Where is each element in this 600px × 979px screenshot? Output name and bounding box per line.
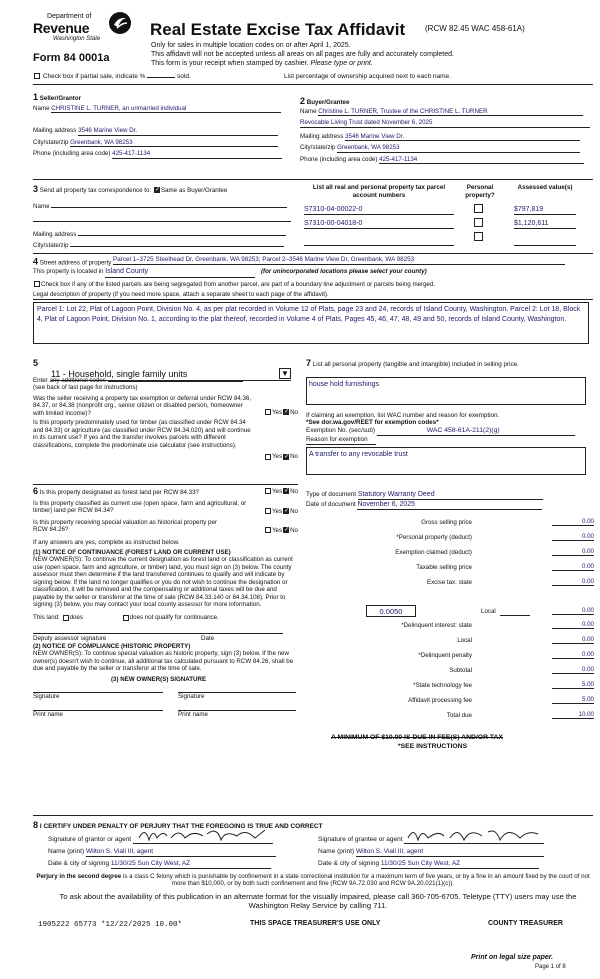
buyer-mail-field[interactable]: 3546 Marine View Dr.: [345, 133, 580, 141]
buyer-phone-field[interactable]: 425-417-1134: [379, 156, 584, 164]
assessed-value-field[interactable]: $797,819: [514, 206, 576, 215]
perjury-note: [33, 873, 593, 888]
assessed-col-header: Assessed value(s): [517, 184, 573, 191]
grantor-date-row: [48, 860, 271, 869]
page-number: Page 1 of 8: [535, 964, 566, 970]
personal-property-field[interactable]: house hold furnishings: [306, 377, 586, 405]
buyer-section: [300, 96, 593, 164]
no-label: No: [290, 453, 298, 461]
segregated-checkbox[interactable]: [34, 281, 40, 287]
section-number: 4: [33, 256, 39, 267]
same-as-buyer-checkbox[interactable]: [154, 187, 160, 193]
partial-sale-row: [33, 73, 191, 81]
yes-no-group: [264, 488, 298, 495]
buyer-city-label: City/state/zip: [300, 144, 336, 152]
seller-phone-label: Phone (including area code): [33, 150, 111, 158]
no-checkbox[interactable]: [283, 409, 289, 415]
same-as-buyer-label: Same as Buyer/Grantee: [160, 187, 228, 194]
historic-question: Is this property receiving special valuation as historical property per RCW 84.26?: [33, 518, 217, 534]
no-label: No: [290, 507, 298, 515]
assessed-value-field[interactable]: $1,120,611: [514, 220, 576, 229]
calc-amount[interactable]: 0.00: [552, 518, 594, 526]
revenue-logo-icon: [108, 11, 132, 35]
corr-mail-field[interactable]: [78, 235, 286, 236]
this-land-label: This land:: [33, 614, 60, 622]
seller-name-field[interactable]: CHRISTINE L. TURNER, an unmarried individual: [51, 105, 281, 113]
receipt-stamp: 1905222 65773 *12/22/2025 10.00*: [38, 921, 183, 929]
grantor-signature-label: Signature of grantor or agent: [48, 836, 132, 844]
grantor-signature-image: [133, 824, 273, 846]
forest-question: Is this property designated as forest land per RCW 84.33?: [39, 489, 199, 496]
grantee-signature-row: [318, 834, 544, 844]
compliance-heading: (2) NOTICE OF COMPLIANCE (HISTORIC PROPERTY): [33, 642, 191, 650]
calc-amount[interactable]: 5.00: [552, 696, 594, 704]
certify-statement: I CERTIFY UNDER PENALTY OF PERJURY THAT THE FOREGOING IS TRUE AND CORRECT: [39, 823, 323, 830]
partial-sale-label: Check box if partial sale, indicate %: [42, 73, 146, 80]
local-rate-field[interactable]: [500, 615, 530, 616]
section-number: 2: [300, 96, 306, 106]
grantor-name-label: Name (print): [48, 848, 85, 855]
seller-heading: Seller/Grantor: [39, 95, 82, 102]
correspondence-section: [33, 184, 295, 250]
perjury-heading: Perjury in the second degree: [36, 873, 122, 880]
corr-city-label: City/state/zip: [33, 242, 69, 250]
seller-city-label: City/state/zip: [33, 138, 69, 146]
street-label: Street address of property: [39, 259, 112, 267]
grantee-signature-image: [404, 824, 544, 846]
section-number: 7: [306, 358, 312, 368]
calc-amount[interactable]: 0.00: [552, 578, 594, 586]
parcel-number-field[interactable]: [304, 238, 454, 246]
deputy-date-label: Date: [201, 634, 215, 642]
grantor-date-field[interactable]: 11/30/25 Sun City West, AZ: [111, 860, 271, 869]
sec5-body: [33, 377, 298, 461]
county-note: (for unincorporated locations please select your county): [260, 268, 427, 276]
corr-city-field[interactable]: [70, 246, 284, 247]
yes-checkbox[interactable]: [265, 454, 271, 460]
calc-label: Excise tax: state: [426, 579, 472, 586]
buyer-city-field[interactable]: Greenbank, WA 98253: [337, 144, 580, 152]
calc-label: Local: [457, 637, 472, 644]
calc-amount[interactable]: 0.00: [552, 533, 594, 541]
divider: [33, 253, 593, 254]
if-yes-note: If any answers are yes, complete as instructed below.: [33, 538, 180, 546]
yes-no-group: [264, 409, 298, 416]
continuance-text: NEW OWNER(S): To continue the current designation as forest land or classification as current use (open space, farm and agriculture, or timber) land, you must sign on (3) below. The county assessor must then determine if the land transferred continues to qualify and will indicate by signing below. If the land no longer qualifies or you do not wish to continue the designation or classification, it will be removed and the compensating or additional taxes will be due and payable by the seller or transferor at the time of sale (RCW 84.33.140 or 84.34.108). Prior to signing (3) below, you may contact your local county assessor for more information.: [33, 556, 293, 609]
yes-label: Yes: [271, 488, 283, 495]
sec6-body: [33, 486, 298, 719]
buyer-heading: Buyer/Grantee: [306, 99, 350, 106]
yes-label: Yes: [271, 526, 283, 534]
alt-format-note: To ask about the availability of this publication in an alternate format for the visually impaired, please call 360-705-6705. Teletype (TTY) users may use the Washington Relay Service by calling 711.: [59, 892, 577, 911]
chevron-down-icon[interactable]: ▼: [279, 368, 291, 379]
yes-checkbox[interactable]: [265, 409, 271, 415]
calc-label: *Delinquent interest: state: [401, 622, 472, 629]
divider: [33, 815, 593, 816]
partial-percent-input[interactable]: [147, 77, 175, 78]
exemption-no-field[interactable]: WAC 458-61A-211(2)(g): [377, 427, 575, 436]
does-label: does: [69, 614, 83, 622]
local-label: Local: [481, 608, 496, 615]
reason-label: Reason for exemption: [306, 436, 376, 445]
minimum-note: A MINIMUM OF $10.00 IS DUE IN FEE(S) AND/OR TAX: [331, 734, 503, 741]
deputy-signature-label: Deputy assessor signature: [33, 634, 107, 642]
county-treasurer-label: COUNTY TREASURER: [488, 920, 563, 927]
located-label: This property is located in: [33, 268, 104, 276]
print-name-label: Print name: [33, 711, 63, 719]
divider: [33, 179, 593, 180]
section-number: 8: [33, 820, 39, 830]
grantor-signature-row: [48, 834, 273, 844]
divider: [33, 84, 593, 85]
seller-section: [33, 92, 293, 159]
grantee-signature-field[interactable]: [404, 834, 544, 844]
seller-mail-field[interactable]: 3546 Marine View Dr.: [78, 127, 278, 135]
grantee-name-row: [318, 848, 544, 857]
signature-label: Signature: [33, 693, 60, 701]
buyer-name-field[interactable]: Christine L. TURNER, Trustee of the CHRISTINE L. TURNER: [318, 108, 583, 116]
street-address-field[interactable]: Parcel 1–3725 Steelhead Dr, Greenbank, WA 98253; Parcel 2–3546 Marine View Dr, Greenbank, WA 98253: [113, 256, 565, 265]
perjury-text: is a class C felony which is punishable by confinement in a state correctional institution for a maximum term of five years, or by a fine in an amount fixed by the court of not more than $10,000, or by both such confinement and fine (RCW 9A.72.030 and RCW 9A.20.021(1)(c)).: [122, 873, 590, 888]
no-label: No: [290, 488, 298, 495]
timber-question: Is this property predominately used for timber (as classified under RCW 84.34 and 84.33) or agriculture (as classified under RCW 84.34.020) and will continue in its current use? If yes and the transfer involves parcels with different classifications, complete the predominate use calculator (see instructions).: [33, 419, 251, 449]
new-owner-heading: (3) NEW OWNER(S) SIGNATURE: [111, 675, 207, 683]
grantor-date-label: Date & city of signing: [48, 860, 110, 867]
yes-checkbox[interactable]: [265, 527, 271, 533]
revenue-wordmark: Revenue: [33, 20, 90, 36]
form-title: Real Estate Excise Tax Affidavit: [150, 20, 406, 39]
additional-codes-field[interactable]: [108, 381, 243, 382]
yes-checkbox[interactable]: [265, 508, 271, 514]
grantee-date-label: Date & city of signing: [318, 860, 380, 867]
personal-property-checkbox[interactable]: [474, 204, 483, 213]
owner-signature-line[interactable]: [33, 692, 163, 700]
calc-label: Exemption claimed (deduct): [395, 549, 472, 556]
calc-label: *Personal property (deduct): [396, 534, 472, 541]
seller-name-label: Name: [33, 104, 50, 112]
dor-logo: [33, 13, 129, 43]
corr-mail-label: Mailing address: [33, 230, 77, 238]
calc-amount[interactable]: 0.00: [552, 548, 594, 556]
does-not-checkbox[interactable]: [123, 615, 129, 621]
parcel-number-field[interactable]: S7310-00-04018-0: [304, 220, 454, 229]
print-name-label: Print name: [178, 711, 208, 719]
calc-amount[interactable]: 5.00: [552, 681, 594, 689]
legal-description-field[interactable]: Parcel 1: Lot 22, Plat of Lagoon Point, Division No. 4, as per plat recorded in Volume 12 of Plats, page 23 and 24, records of Island County, Washington. Parcel 2: Lot 18, Block 4, Plat of Lagoon Point, Division No. 1, according to the plat thereof, recorded in Volume 4 of Plats, Pages 45, 46, 47, 48, 49 and 50, records of Island County, Washington.: [33, 302, 589, 344]
seller-phone-field[interactable]: 425-417-1134: [112, 150, 282, 158]
seller-city-field[interactable]: Greenbank, WA 98253: [70, 139, 278, 147]
header-line-3: [151, 60, 373, 68]
doc-type-label: Type of document: [306, 490, 357, 498]
exemption-text: If claiming an exemption, list WAC number and reason for exemption.: [306, 411, 500, 419]
county-select[interactable]: Island County: [105, 268, 255, 277]
state-label: Washington State: [53, 36, 101, 42]
personal-property-label: List all personal property (tangible and intangible) included in selling price.: [312, 361, 519, 368]
see-back-note: (see back of last page for instructions): [33, 384, 138, 392]
owner-print-line[interactable]: [33, 710, 163, 718]
reason-field[interactable]: A transfer to any revocable trust: [306, 447, 586, 475]
calc-amount[interactable]: 0.00: [552, 563, 594, 571]
additional-codes-label: Enter any additional codes: [33, 377, 106, 384]
corr-name-label: Name: [33, 202, 50, 210]
dept-label: Department of: [47, 13, 92, 20]
yes-checkbox[interactable]: [265, 488, 271, 494]
no-checkbox[interactable]: [283, 454, 289, 460]
parcel-col-header: List all real and personal property tax parcel account numbers: [312, 184, 446, 199]
no-label: No: [290, 408, 298, 416]
grantor-name-field[interactable]: Wilton S. Viall III, agent: [86, 848, 276, 857]
calc-amount[interactable]: 10.00: [552, 711, 594, 719]
continuance-heading: (1) NOTICE OF CONTINUANCE (FOREST LAND OR CURRENT USE): [33, 548, 231, 556]
personal-col-header: Personal property?: [465, 184, 495, 199]
buyer-phone-label: Phone (including area code): [300, 155, 378, 163]
doc-date-field[interactable]: November 6, 2025: [357, 501, 542, 510]
personal-property-checkbox[interactable]: [474, 232, 483, 241]
treasurer-use-label: THIS SPACE TREASURER'S USE ONLY: [250, 920, 381, 927]
exemption-no-label: Exemption No. (sec/sub): [306, 426, 375, 434]
divider: [33, 484, 298, 485]
yes-label: Yes: [271, 408, 283, 416]
correspondence-text: Send all property tax correspondence to:: [39, 187, 152, 194]
street-section: [33, 256, 593, 344]
ownership-note: List percentage of ownership acquired next to each name.: [284, 73, 451, 80]
grantor-name-row: [48, 848, 276, 857]
no-label: No: [290, 526, 298, 534]
no-checkbox[interactable]: [283, 488, 289, 494]
personal-property-checkbox[interactable]: [474, 218, 483, 227]
grantee-date-row: [318, 860, 539, 869]
calc-label: Taxable selling price: [416, 564, 472, 571]
header-line-2: This affidavit will not be accepted unless all areas on all pages are fully and accurately completed.: [151, 51, 454, 58]
segregated-label: Check box if any of the listed parcels are being segregated from another parcel, are part of a boundary line adjustment or parcels being merged.: [41, 280, 436, 288]
see-instructions-note: *SEE INSTRUCTIONS: [398, 743, 468, 750]
calc-label: Gross selling price: [421, 519, 472, 526]
grantee-name-label: Name (print): [318, 848, 355, 855]
partial-sale-checkbox[interactable]: [34, 73, 40, 79]
partial-sold-label: sold.: [177, 73, 191, 80]
current-use-question: Is this property classified as current use (open space, farm and agricultural, or timber) land per RCW 84.34?: [33, 499, 247, 515]
grantee-signature-label: Signature of grantee or agent: [318, 836, 403, 844]
tax-rate-field[interactable]: [366, 605, 416, 617]
does-checkbox[interactable]: [63, 615, 69, 621]
calc-amount[interactable]: 0.00: [552, 651, 594, 659]
calc-amount[interactable]: 0.00: [552, 636, 594, 644]
does-not-label: does not qualify for continuance.: [129, 614, 219, 622]
buyer-name-label: Name: [300, 107, 317, 115]
section-number: 5: [33, 358, 39, 368]
yes-no-group: [264, 453, 298, 460]
receipt-note: This form is your receipt when stamped by cashier.: [151, 60, 309, 67]
corr-name-field-2[interactable]: [33, 221, 291, 222]
signature-label: Signature: [178, 693, 205, 701]
doc-type-field[interactable]: Statutory Warranty Deed: [358, 491, 543, 500]
section-number: 6: [33, 486, 39, 496]
corr-name-field[interactable]: [51, 207, 287, 208]
form-rcw: (RCW 82.45 WAC 458-61A): [425, 24, 525, 33]
buyer-mail-label: Mailing address: [300, 132, 344, 140]
exemption-question: Was the seller receiving a property tax exemption or deferral under RCW 84.36, 84.37, or 84.38 (nonprofit org., senior citizen or disabled person, homeowner with limited income)?: [33, 394, 252, 417]
legal-description-label: Legal description of property (if you need more space, attach a separate sheet to each page of the affidavit).: [33, 291, 329, 299]
section-number: 1: [33, 92, 39, 102]
buyer-name-field-2[interactable]: Revocable Living Trust dated November 6, 2025: [300, 119, 590, 127]
tax-rate-value: 0.0050: [379, 607, 403, 616]
calc-label: Total due: [446, 712, 472, 719]
calc-label: Subtotal: [449, 667, 472, 674]
form-number: Form 84 0001a: [33, 52, 110, 64]
calc-amount[interactable]: 0.00: [552, 607, 594, 615]
grantee-date-field[interactable]: 11/30/25 Sun City West, AZ: [381, 860, 539, 869]
type-print-note: Please type or print.: [310, 60, 373, 67]
grantee-name-field[interactable]: Wilton S. Viall III, agent: [356, 848, 544, 857]
calc-label: *State technology fee: [413, 682, 472, 689]
legal-paper-note: Print on legal size paper.: [471, 954, 554, 961]
use-code-value: 11 - Household, single family units: [51, 368, 188, 379]
section-number: 3: [33, 184, 39, 194]
no-checkbox[interactable]: [283, 508, 289, 514]
yes-label: Yes: [271, 507, 283, 515]
calc-label: Affidavit processing fee: [408, 697, 472, 704]
parcel-number-field[interactable]: S7310-04-00022-0: [304, 206, 454, 215]
calc-amount[interactable]: 0.00: [552, 666, 594, 674]
calc-label: *Delinquent penalty: [418, 652, 472, 659]
exemption-link[interactable]: *See dor.wa.gov/REET for exemption codes*: [306, 419, 439, 427]
header-line-1: Only for sales in multiple location codes on or after April 1, 2025.: [151, 42, 351, 49]
grantor-signature-field[interactable]: [133, 834, 273, 844]
yes-label: Yes: [271, 453, 283, 461]
sec7-body: [306, 358, 593, 510]
yes-no-group: [264, 527, 298, 534]
seller-mail-label: Mailing address: [33, 127, 77, 135]
compliance-text: NEW OWNER(S): To continue special valuation as historic property, sign (3) below. If the new owner(s) doesn't wish to continue, all additional tax calculated pursuant to RCW 84.26, shall be due and payable by the seller or transferor at the time of sale.: [33, 650, 294, 673]
calc-amount[interactable]: 0.00: [552, 621, 594, 629]
doc-date-label: Date of document: [306, 500, 356, 508]
assessed-value-field[interactable]: [514, 238, 576, 246]
no-checkbox[interactable]: [283, 527, 289, 533]
yes-no-group: [264, 508, 298, 515]
